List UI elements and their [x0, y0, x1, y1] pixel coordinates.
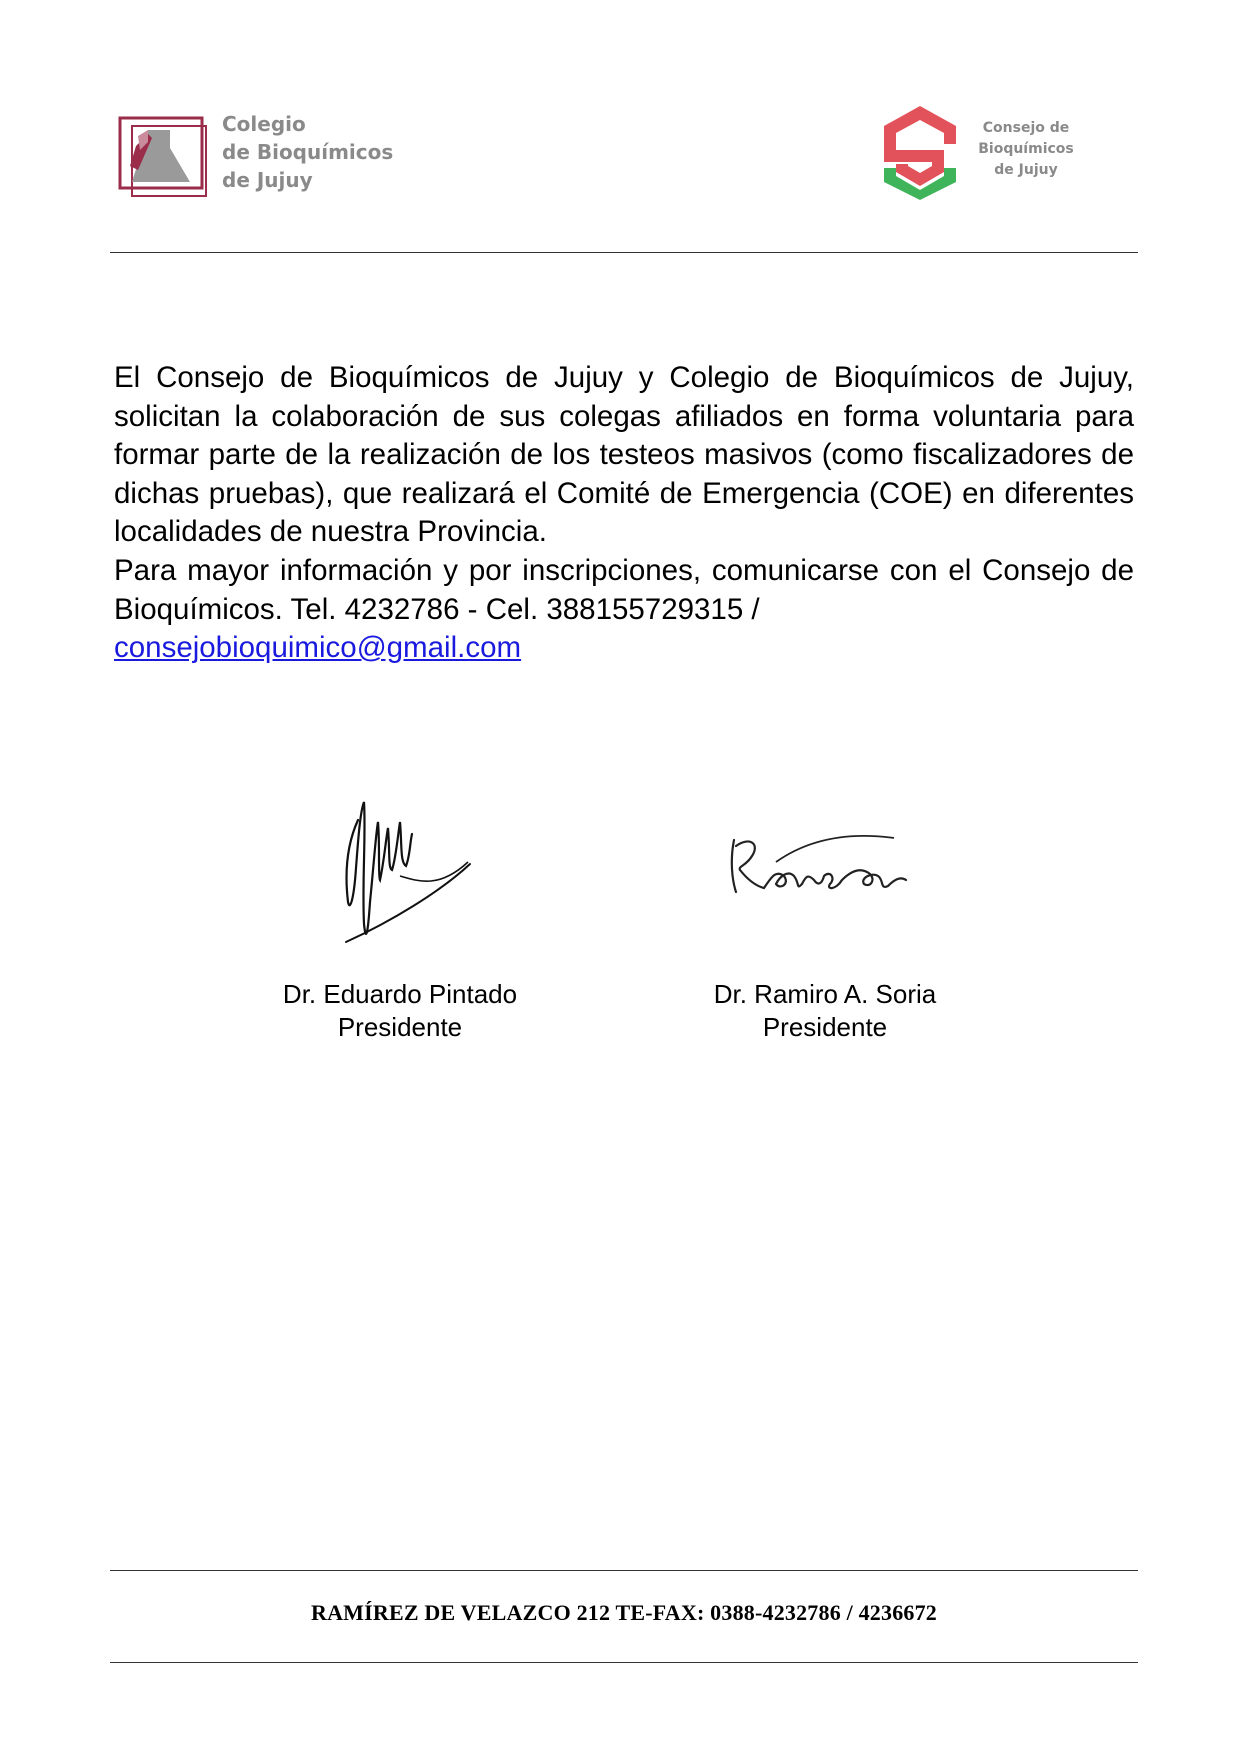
footer-divider — [110, 1570, 1138, 1571]
consejo-logo-text — [966, 118, 1086, 181]
signer-block — [250, 978, 550, 1044]
letter-paragraph — [114, 552, 1134, 668]
signature-image — [240, 772, 540, 962]
signer-role: Presidente — [762, 1012, 888, 1042]
consejo-logo-line: Consejo de — [982, 120, 1070, 136]
consejo-logo-line: Bioquímicos — [978, 141, 1074, 157]
signer-name: Dr. Ramiro A. Soria — [713, 979, 937, 1009]
header-divider — [110, 252, 1138, 253]
signer-role: Presidente — [337, 1012, 463, 1042]
flask-logo-icon — [118, 116, 210, 198]
colegio-logo-text — [222, 110, 393, 194]
footer-address: RAMÍREZ DE VELAZCO 212 TE-FAX: 0388-4232786 / 4236672 — [310, 1600, 938, 1625]
signature-image — [680, 780, 940, 950]
signer-name: Dr. Eduardo Pintado — [282, 979, 518, 1009]
contact-text: Para mayor información y por inscripciones, comunicarse con el Consejo de Bioquímicos. Tel. 4232786 - Cel. 388155729315 / — [114, 553, 1134, 626]
hexagon-s-logo-icon — [880, 104, 960, 200]
letter-paragraph: El Consejo de Bioquímicos de Jujuy y Colegio de Bioquímicos de Jujuy, solicitan la colaboración de sus colegas afiliados en forma voluntaria para formar parte de la realización de los testeos masivos (como fiscalizadores de dichas pruebas), que realizará el Comité de Emergencia (COE) en diferentes localidades de nuestra Provincia. — [114, 361, 1134, 549]
email-link[interactable]: consejobioquimico@gmail.com — [114, 631, 522, 665]
colegio-logo-line: de Jujuy — [222, 168, 313, 192]
letter-body — [114, 359, 1134, 668]
colegio-logo — [118, 108, 418, 198]
footer-divider — [110, 1662, 1138, 1663]
consejo-logo-line: de Jujuy — [994, 162, 1058, 178]
colegio-logo-line: Colegio — [222, 112, 306, 136]
colegio-logo-line: de Bioquímicos — [222, 140, 394, 164]
signer-block — [680, 978, 970, 1044]
consejo-logo — [880, 104, 1090, 200]
